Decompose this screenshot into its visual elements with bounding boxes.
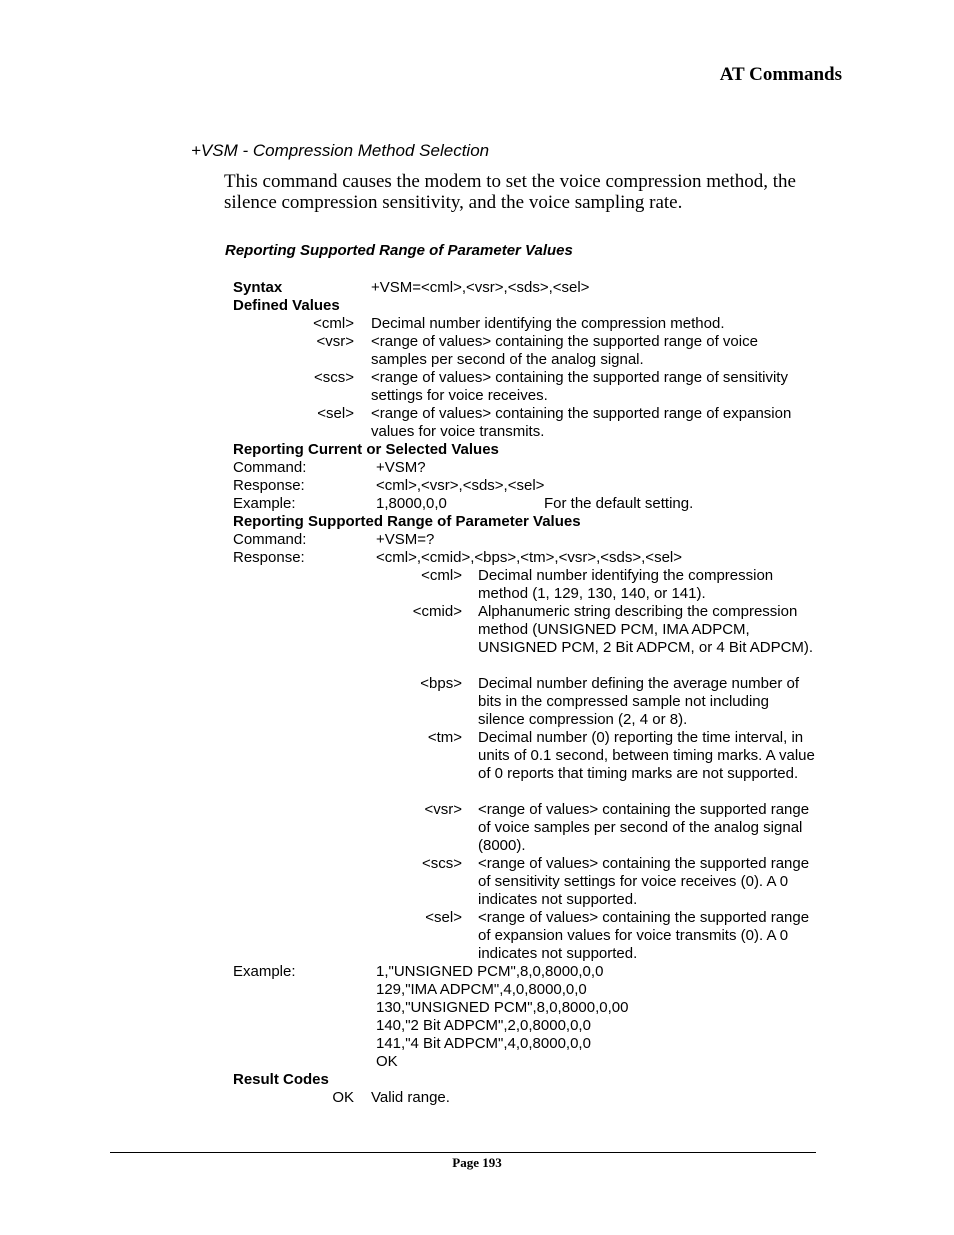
param-name: <tm> [427, 729, 462, 746]
param-name: <vsr> [424, 801, 462, 818]
param-description: Decimal number (0) reporting the time interval, in units of 0.1 second, between timing marks. A value of 0 reports that timing marks are not supported. [478, 729, 815, 782]
param-name: <sel> [317, 405, 354, 422]
supported-values-label: Reporting Supported Range of Parameter Values [233, 513, 581, 530]
command-label: Command: [233, 531, 307, 548]
param-description: Decimal number identifying the compression method. [371, 315, 725, 332]
response-label: Response: [233, 477, 305, 494]
param-description: Alphanumeric string describing the compression method (UNSIGNED PCM, IMA ADPCM, UNSIGNED PCM, 2 Bit ADPCM, or 4 Bit ADPCM). [478, 603, 814, 656]
param-name: <scs> [421, 855, 462, 872]
example-value: 1,8000,0,0 [376, 495, 447, 512]
example-line: 129,"IMA ADPCM",4,0,8000,0,0 [376, 981, 587, 998]
param-description: <range of values> containing the supported range of expansion values for voice transmits (0). A 0 indicates not supported. [478, 909, 810, 962]
param-description: <range of values> containing the supported range of expansion values for voice transmits. [371, 405, 792, 440]
response-value: <cml>,<vsr>,<sds>,<sel> [376, 477, 545, 494]
param-description: Decimal number identifying the compression method (1, 129, 130, 140, or 141). [478, 567, 774, 602]
param-name: <cml> [421, 567, 462, 584]
param-name: <cml> [313, 315, 354, 332]
example-label: Example: [233, 495, 296, 512]
example-line: 140,"2 Bit ADPCM",2,0,8000,0,0 [376, 1017, 591, 1034]
example-line: 130,"UNSIGNED PCM",8,0,8000,0,00 [376, 999, 629, 1016]
example-label: Example: [233, 963, 296, 980]
intro-paragraph: This command causes the modem to set the voice compression method, the silence compression sensitivity, and the voice sampling rate. [224, 171, 796, 213]
param-description: <range of values> containing the supported range of sensitivity settings for voice receives (0). A 0 indicates not supported. [478, 855, 810, 908]
param-description: <range of values> containing the supported range of voice samples per second of the analog signal. [371, 333, 758, 368]
param-name: <cmid> [412, 603, 462, 620]
response-value: <cml>,<cmid>,<bps>,<tm>,<vsr>,<sds>,<sel> [376, 549, 682, 566]
defined-values-label: Defined Values [233, 297, 340, 314]
example-line: 1,"UNSIGNED PCM",8,0,8000,0,0 [376, 963, 604, 980]
section-title: +VSM - Compression Method Selection [191, 141, 490, 160]
param-description: <range of values> containing the supported range of voice samples per second of the analog signal (8000). [478, 801, 810, 854]
current-values-label: Reporting Current or Selected Values [233, 441, 499, 458]
command-label: Command: [233, 459, 307, 476]
command-value: +VSM=? [376, 531, 435, 548]
result-code: OK [332, 1089, 354, 1106]
result-codes-label: Result Codes [233, 1071, 329, 1088]
page-number: Page 193 [452, 1155, 502, 1170]
param-name: <scs> [313, 369, 354, 386]
param-name: <vsr> [316, 333, 354, 350]
syntax-label: Syntax [233, 279, 283, 296]
param-description: <range of values> containing the supported range of sensitivity settings for voice receives. [371, 369, 788, 404]
result-code-description: Valid range. [371, 1089, 450, 1106]
example-line: OK [376, 1053, 398, 1070]
command-value: +VSM? [376, 459, 426, 476]
footer-divider [110, 1152, 816, 1153]
subsection-title: Reporting Supported Range of Parameter Values [225, 242, 573, 259]
syntax-value: +VSM=<cml>,<vsr>,<sds>,<sel> [371, 279, 590, 296]
param-name: <sel> [425, 909, 462, 926]
response-label: Response: [233, 549, 305, 566]
page-header-title: AT Commands [719, 64, 842, 85]
example-note: For the default setting. [544, 495, 694, 512]
example-line: 141,"4 Bit ADPCM",4,0,8000,0,0 [376, 1035, 591, 1052]
param-name: <bps> [420, 675, 462, 692]
param-description: Decimal number defining the average number of bits in the compressed sample not including silence compression (2, 4 or 8). [478, 675, 800, 728]
